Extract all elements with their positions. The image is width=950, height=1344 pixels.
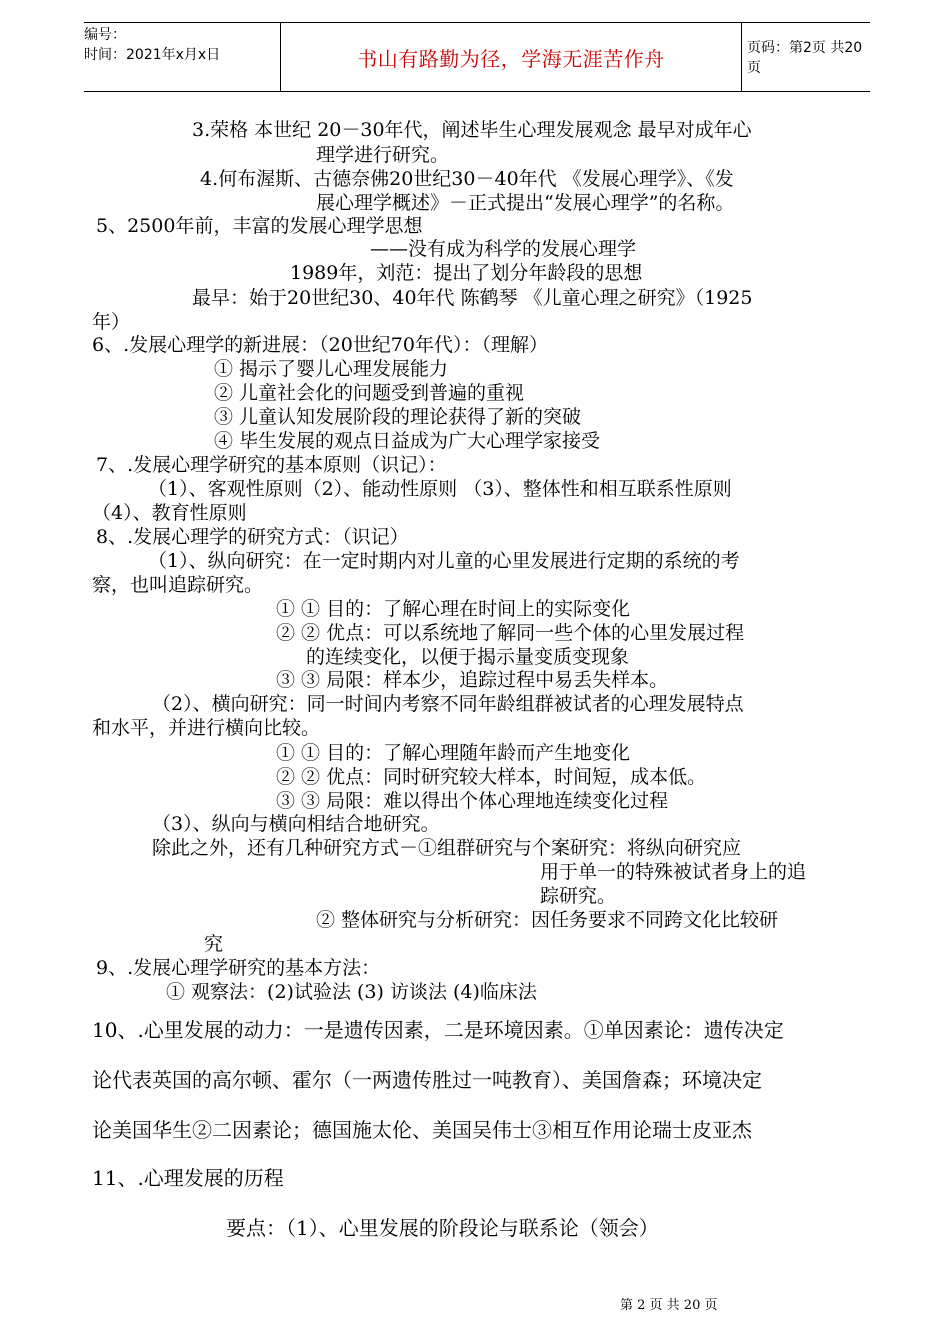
text-line: ③ ③ 局限：样本少，追踪过程中易丢失样本。 xyxy=(276,669,669,691)
text-line: （4）、教育性原则 xyxy=(92,502,247,524)
text-line: 察，也叫追踪研究。 xyxy=(92,574,264,596)
page-number-footer: 第 2 页 共 20 页 xyxy=(620,1298,718,1313)
text-line: 11、.心理发展的历程 xyxy=(92,1166,284,1190)
text-line: 10、.心里发展的动力：一是遗传因素，二是环境因素。①单因素论：遗传决定 xyxy=(92,1018,784,1042)
text-line: 9、.发展心理学研究的基本方法： xyxy=(96,957,381,979)
text-line: ② ② 优点：同时研究较大样本，时间短，成本低。 xyxy=(276,766,707,788)
text-line: 7、.发展心理学研究的基本原则（识记）： xyxy=(96,454,447,476)
text-line: ② 整体研究与分析研究：因任务要求不同跨文化比较研 xyxy=(316,909,779,931)
text-line: 要点：（1）、心里发展的阶段论与联系论（领会） xyxy=(226,1216,659,1240)
text-line: （3）、纵向与横向相结合地研究。 xyxy=(152,813,440,835)
text-line: 展心理学概述》－正式提出“发展心理学”的名称。 xyxy=(316,192,735,214)
text-line: 4.何布渥斯、古德奈佛20世纪30－40年代 《发展心理学》、《发 xyxy=(200,168,734,190)
text-line: ② ② 优点：可以系统地了解同一些个体的心里发展过程 xyxy=(276,622,745,644)
text-line: ——没有成为科学的发展心理学 xyxy=(370,238,637,260)
text-line: 究 xyxy=(204,933,224,955)
text-line: （1）、纵向研究：在一定时期内对儿童的心里发展进行定期的系统的考 xyxy=(148,550,740,572)
text-line: 论代表英国的高尔顿、霍尔（一两遗传胜过一吨教育）、美国詹森；环境决定 xyxy=(92,1068,762,1092)
text-line: 用于单一的特殊被试者身上的追 xyxy=(540,861,807,883)
text-line: 3.荣格 本世纪 20－30年代，阐述毕生心理发展观念 最早对成年心 xyxy=(192,119,752,141)
text-line: 5、2500年前，丰富的发展心理学思想 xyxy=(96,215,423,237)
text-line: 的连续变化，以便于揭示量变质变现象 xyxy=(306,646,630,668)
text-line: ① 观察法：(2)试验法 (3) 访谈法 (4)临床法 xyxy=(166,981,537,1003)
text-line: 理学进行研究。 xyxy=(316,144,450,166)
text-line: 踪研究。 xyxy=(540,885,617,907)
header-page-label: 页码：第2页 共20页 xyxy=(747,40,863,76)
text-line: 除此之外，还有几种研究方式－①组群研究与个案研究：将纵向研究应 xyxy=(152,837,742,859)
page-header xyxy=(84,22,870,92)
text-line: 年） xyxy=(92,311,131,333)
text-line: 6、.发展心理学的新进展：（20世纪70年代）：（理解） xyxy=(92,334,548,356)
text-line: （2）、横向研究：同一时间内考察不同年龄组群被试者的心理发展特点 xyxy=(152,693,744,715)
header-meta xyxy=(84,23,280,93)
document-time-label: 时间：2021年x月x日 xyxy=(84,47,221,63)
text-line: ③ ③ 局限：难以得出个体心理地连续变化过程 xyxy=(276,790,669,812)
text-line: ② 儿童社会化的问题受到普遍的重视 xyxy=(214,382,525,404)
text-line: ④ 毕生发展的观点日益成为广大心理学家接受 xyxy=(214,430,601,452)
text-line: 论美国华生②二因素论；德国施太伦、美国吴伟士③相互作用论瑞士皮亚杰 xyxy=(92,1118,752,1142)
text-line: 8、.发展心理学的研究方式：（识记） xyxy=(96,526,409,548)
text-line: 最早：始于20世纪30、40年代 陈鹤琴 《儿童心理之研究》（1925 xyxy=(192,287,753,309)
text-line: ① ① 目的：了解心理在时间上的实际变化 xyxy=(276,598,631,620)
text-line: 和水平，并进行横向比较。 xyxy=(92,717,321,739)
text-line: ① 揭示了婴儿心理发展能力 xyxy=(214,358,449,380)
text-line: ① ① 目的：了解心理随年龄而产生地变化 xyxy=(276,742,631,764)
header-motto-cell xyxy=(280,23,742,91)
text-line: ③ 儿童认知发展阶段的理论获得了新的突破 xyxy=(214,406,582,428)
text-line: 1989年，刘范：提出了划分年龄段的思想 xyxy=(290,262,643,284)
text-line: （1）、客观性原则（2）、能动性原则 （3）、整体性和相互联系性原则 xyxy=(148,478,732,500)
header-motto: 书山有路勤为径，学海无涯苦作舟 xyxy=(357,46,665,71)
document-number-label: 编号： xyxy=(84,27,126,43)
